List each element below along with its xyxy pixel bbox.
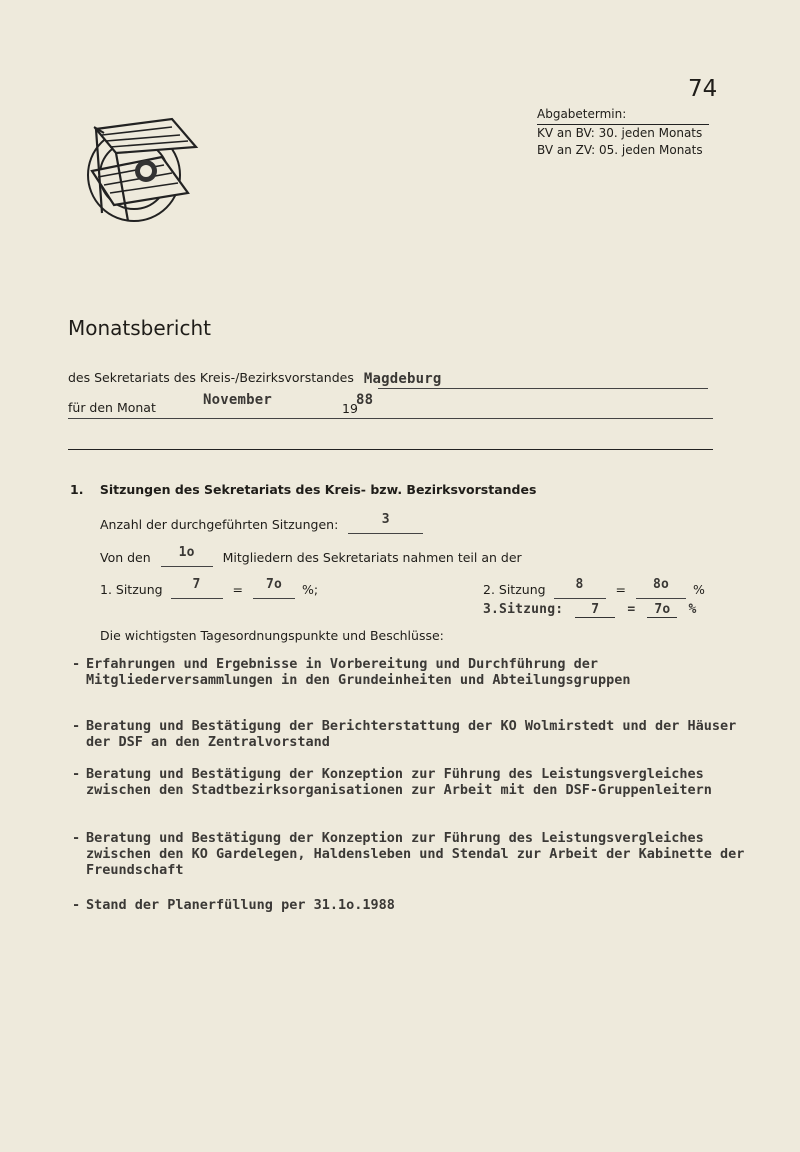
- agenda-item: - Erfahrungen und Ergebnisse in Vorbereitung und Durchführung der Mitgliederversammlungen in den Grundeinheiten und Abteilungsgruppen: [72, 656, 631, 688]
- members-value: 1o: [178, 545, 195, 560]
- session-3-label: 3.Sitzung:: [483, 602, 564, 617]
- session-1-pct-sign: %;: [301, 582, 319, 597]
- session-1-row: [100, 577, 319, 599]
- session-2-equals: =: [615, 582, 627, 597]
- year-value: 88: [356, 392, 374, 408]
- agenda-item: - Beratung und Bestätigung der Berichterstattung der KO Wolmirstedt und der Häuser der DSF an den Zentralvorstand: [72, 718, 737, 750]
- session-3-percent: 7o: [654, 602, 671, 617]
- session-2-pct-sign: %: [692, 582, 705, 597]
- agenda-item-text: Beratung und Bestätigung der Berichterstattung der KO Wolmirstedt und der Häuser der DSF an den Zentralvorstand: [86, 718, 737, 750]
- year-prefix: 19: [342, 401, 358, 416]
- session-3-pct-sign: %: [688, 602, 697, 617]
- agenda-item: - Beratung und Bestätigung der Konzeption zur Führung des Leistungsvergleiches zwischen den KO Gardelegen, Haldensleben und Stendal zur Arbeit der Kabinette der Freundschaft: [72, 830, 745, 878]
- session-3-percent-field: [647, 602, 677, 618]
- month-underline: [68, 418, 713, 419]
- session-2-row: [483, 577, 705, 599]
- page-number: 74: [688, 76, 718, 102]
- month-value: November: [203, 392, 273, 408]
- district-value: Magdeburg: [363, 371, 442, 387]
- secretariat-label: des Sekretariats des Kreis-/Bezirksvorstandes: [68, 370, 354, 385]
- session-2-count: 8: [575, 577, 584, 592]
- deadline-heading: Abgabetermin:: [537, 106, 709, 125]
- session-count-label: Anzahl der durchgeführten Sitzungen:: [100, 517, 339, 532]
- agenda-item-text: Stand der Planerfüllung per 31.1o.1988: [86, 897, 395, 913]
- session-2-percent: 8o: [652, 577, 670, 592]
- members-field: [161, 545, 213, 567]
- agenda-item-text: Beratung und Bestätigung der Konzeption zur Führung des Leistungsvergleiches zwischen den KO Gardelegen, Haldensleben und Stendal zur Arbeit der Kabinette der Freundschaft: [86, 830, 745, 878]
- dsf-logo: [76, 113, 202, 225]
- session-3-count: 7: [591, 602, 600, 617]
- agenda-item-text: Beratung und Bestätigung der Konzeption zur Führung des Leistungsvergleiches zwischen den Stadtbezirksorganisationen zur Arbeit mit den DSF-Gruppenleitern: [86, 766, 712, 798]
- section-1-title: [70, 482, 536, 497]
- deadline-box: [537, 106, 709, 159]
- members-suffix: Mitgliedern des Sekretariats nahmen teil an der: [222, 550, 522, 565]
- session-2-label: 2. Sitzung: [483, 582, 546, 597]
- session-3-count-field: [575, 602, 615, 618]
- district-underline: [378, 388, 708, 389]
- page-title: Monatsbericht: [68, 316, 211, 340]
- deadline-bv: BV an ZV: 05. jeden Monats: [537, 143, 703, 157]
- agenda-item: - Stand der Planerfüllung per 31.1o.1988: [72, 897, 395, 913]
- session-3-row: [483, 602, 696, 618]
- agenda-label: Die wichtigsten Tagesordnungspunkte und Beschlüsse:: [100, 628, 444, 643]
- members-prefix: Von den: [100, 550, 151, 565]
- section-1-heading: Sitzungen des Sekretariats des Kreis- bzw. Bezirksvorstandes: [99, 482, 537, 497]
- month-label: für den Monat: [68, 400, 156, 415]
- session-count-row: [100, 512, 423, 534]
- agenda-item: - Beratung und Bestätigung der Konzeption zur Führung des Leistungsvergleiches zwischen den Stadtbezirksorganisationen zur Arbeit mit den DSF-Gruppenleitern: [72, 766, 712, 798]
- session-1-count: 7: [192, 577, 201, 592]
- agenda-item-text: Erfahrungen und Ergebnisse in Vorbereitung und Durchführung der Mitgliederversammlungen in den Grundeinheiten und Abteilungsgruppen: [86, 656, 631, 688]
- session-1-percent-field: [253, 577, 295, 599]
- session-1-count-field: [171, 577, 223, 599]
- session-1-equals: =: [232, 582, 244, 597]
- session-2-percent-field: [636, 577, 686, 599]
- deadline-kv: KV an BV: 30. jeden Monats: [537, 126, 703, 140]
- secretariat-row: [68, 370, 713, 386]
- session-3-equals: =: [627, 602, 636, 617]
- section-1-number: 1.: [70, 482, 84, 497]
- session-1-label: 1. Sitzung: [100, 582, 163, 597]
- session-1-percent: 7o: [265, 577, 283, 592]
- session-count-field: [348, 512, 423, 534]
- separator-line: [68, 449, 713, 450]
- session-2-count-field: [554, 577, 606, 599]
- members-row: [100, 545, 522, 567]
- month-row: [68, 392, 713, 416]
- session-count-value: 3: [381, 512, 390, 527]
